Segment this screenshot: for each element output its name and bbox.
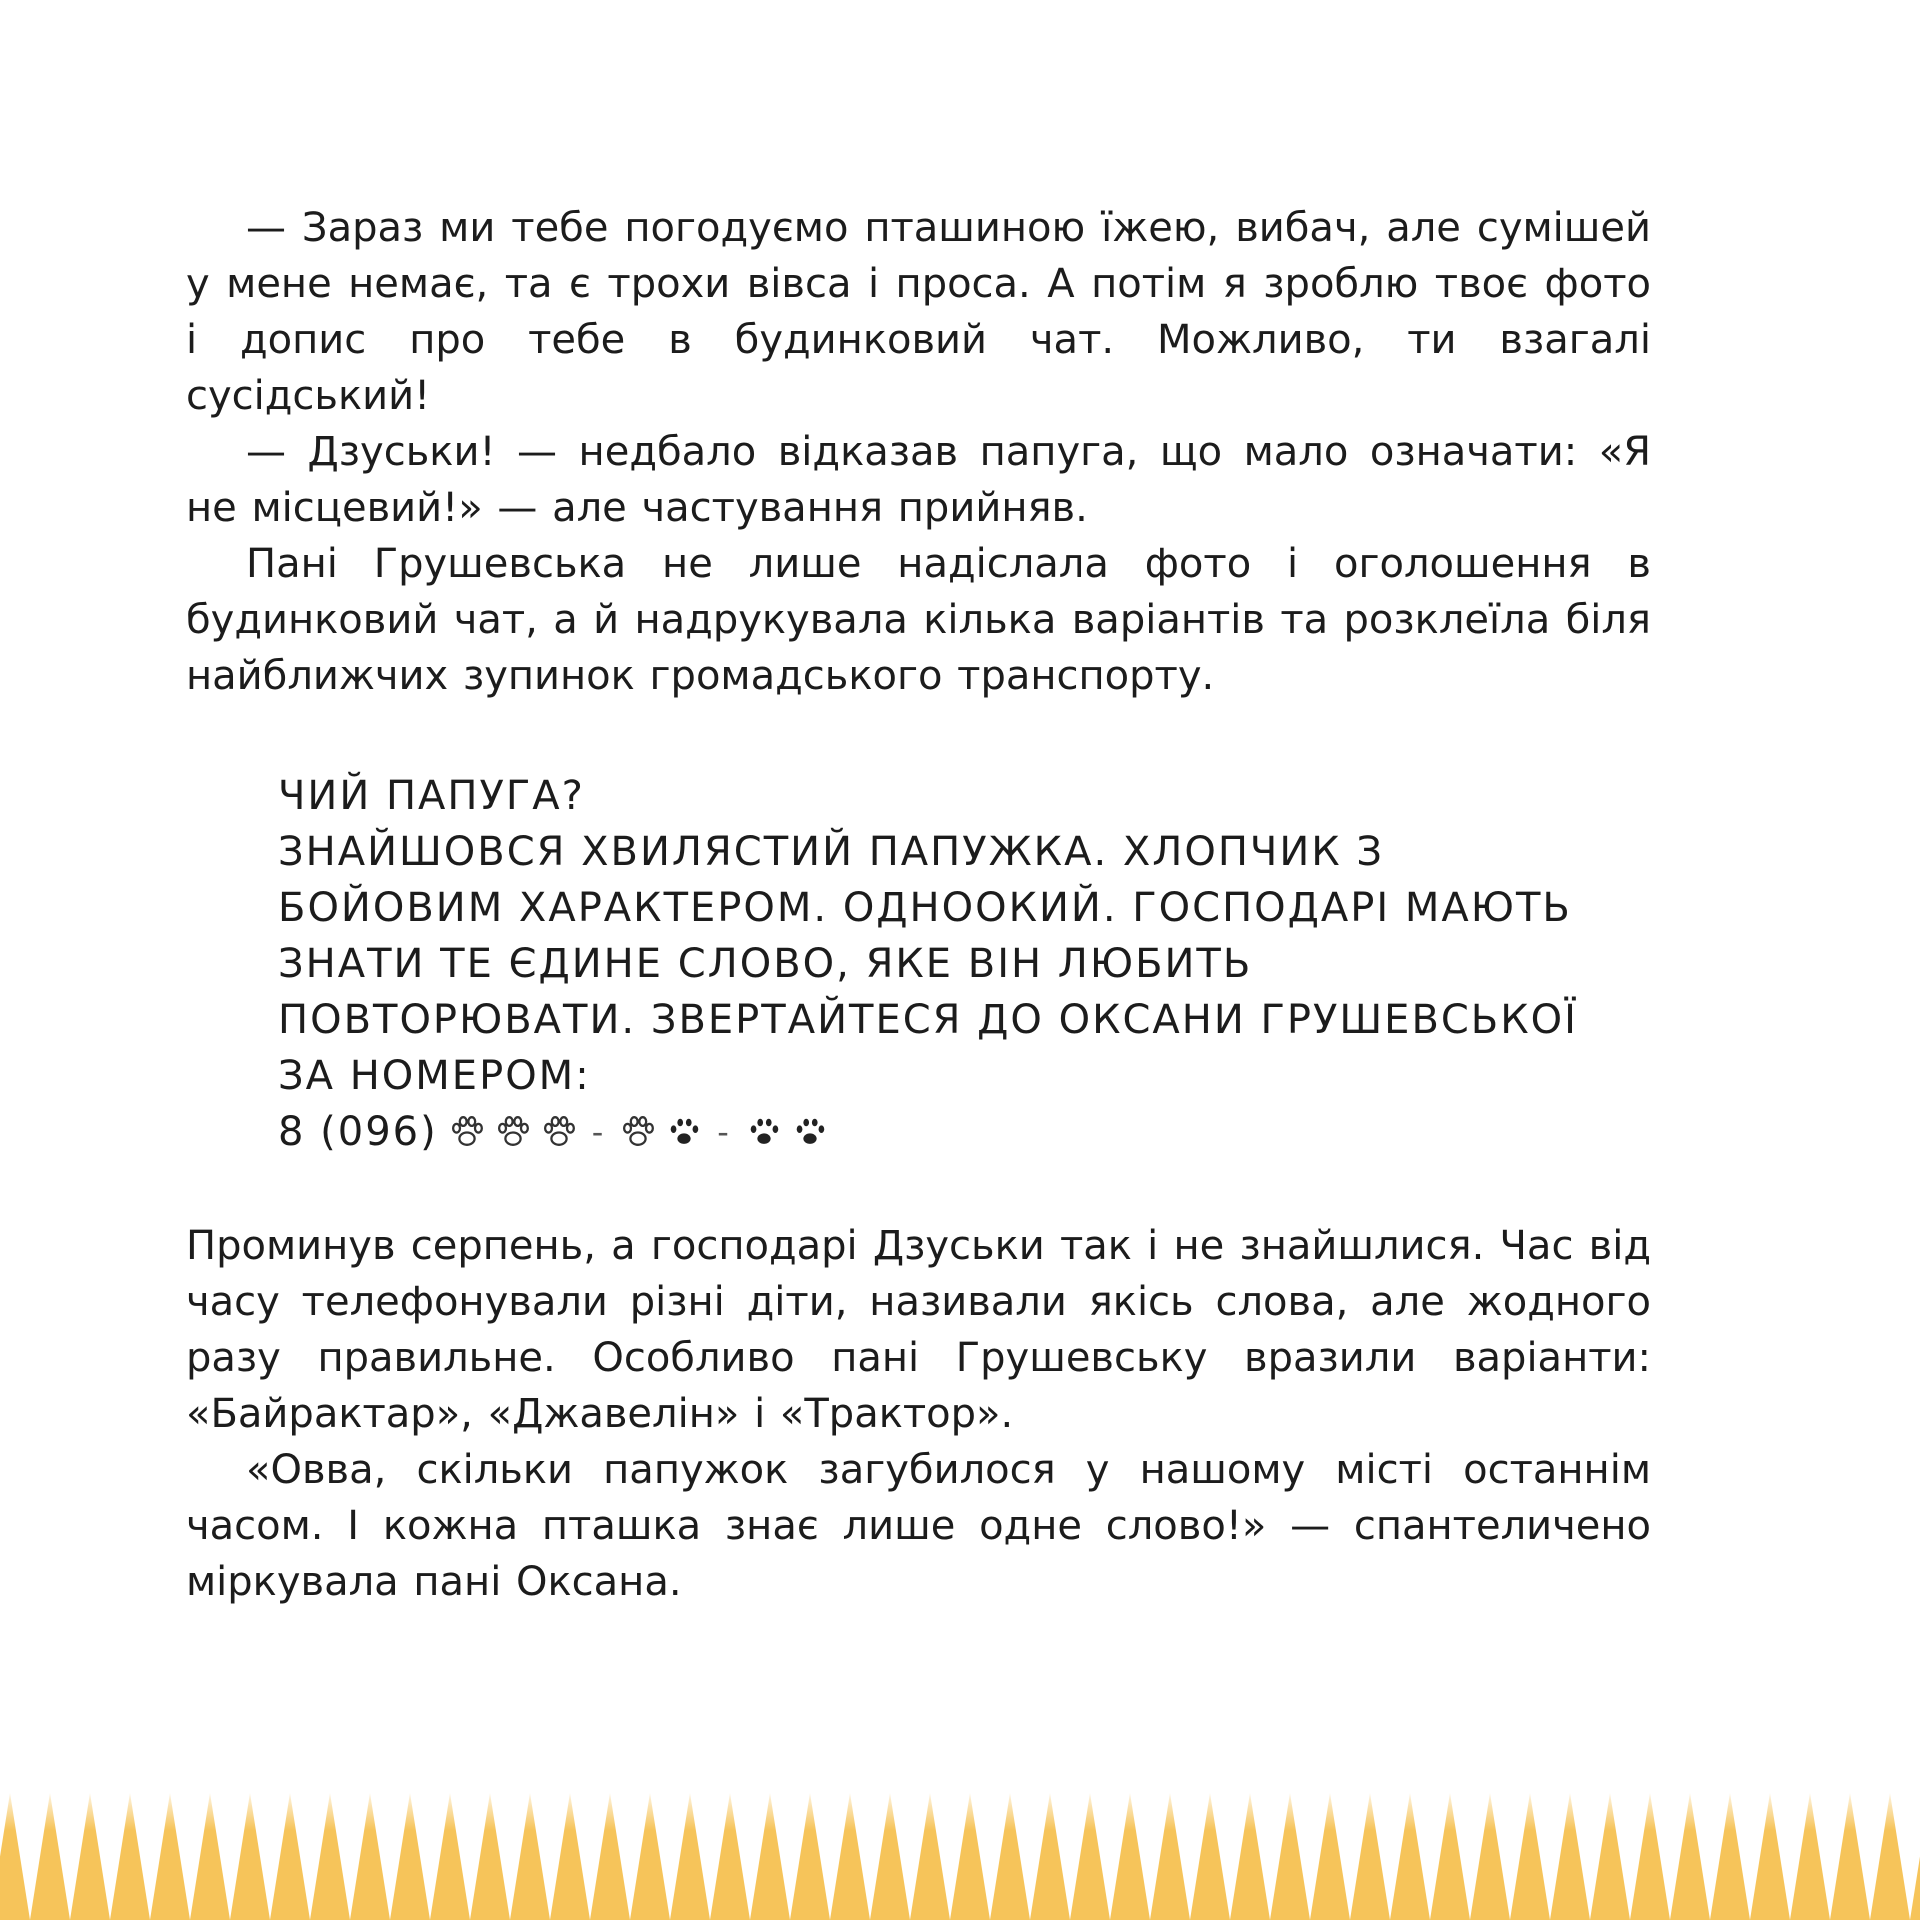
paragraph-dzuski: — Дзуськи! — недбало відказав папуга, що мало означати: «Я не місцевий!» — але частування прийняв. — [186, 429, 1651, 531]
paw-outline-icon — [619, 1113, 657, 1151]
phone-prefix: 8 (096) — [278, 1109, 438, 1155]
paw-solid-icon — [665, 1113, 703, 1151]
paw-outline-icon — [494, 1113, 532, 1151]
decorative-triangle-border — [0, 1785, 1920, 1920]
notice-body: ЗНАЙШОВСЯ ХВИЛЯСТИЙ ПАПУЖКА. ХЛОПЧИК З БОЙОВИМ ХАРАКТЕРОМ. ОДНООКИЙ. ГОСПОДАРІ МАЮТЬ ЗНАТИ ТЕ ЄДИНЕ СЛОВО, ЯКЕ ВІН ЛЮБИТЬ ПОВТОРЮВАТИ. ЗВЕРТАЙТЕСЯ ДО ОКСАНИ ГРУШЕВСЬКОЇ ЗА НОМЕРОМ: — [278, 829, 1578, 1099]
phone-separator: - — [717, 1113, 731, 1151]
paw-solid-icon — [791, 1113, 829, 1151]
notice-title: ЧИЙ ПАПУГА? — [278, 773, 585, 819]
lost-parrot-notice — [278, 768, 1578, 1160]
paragraph-announcement: Пані Грушевська не лише надіслала фото і оголошення в будинковий чат, а й надрукувала кілька варіантів та розклеїла біля найближчих зупинок громадського транспорту. — [186, 541, 1651, 699]
page-text — [186, 200, 1651, 1610]
notice-phone — [278, 1104, 1578, 1160]
paragraph-feeding: — Зараз ми тебе погодуємо пташиною їжею, вибач, але сумішей у мене немає, та є трохи вівса і проса. А потім я зроблю твоє фото і допис про тебе в будинковий чат. Можливо, ти взагалі сусідський! — [186, 205, 1651, 419]
paw-outline-icon — [540, 1113, 578, 1151]
paw-outline-icon — [448, 1113, 486, 1151]
phone-digits-hidden — [448, 1104, 829, 1160]
paragraph-ovva: «Овва, скільки папужок загубилося у нашому місті останнім часом. І кожна пташка знає лише одне слово!» — спантеличено міркувала пані Оксана. — [186, 1447, 1651, 1605]
phone-separator: - — [591, 1113, 606, 1151]
paw-solid-icon — [745, 1113, 783, 1151]
paragraph-august: Проминув серпень, а господарі Дзуськи так і не знайшлися. Час від часу телефонували різні діти, називали якісь слова, але жодного разу правильне. Особливо пані Грушевську вразили варіанти: «Байрактар», «Джавелін» і «Трактор». — [186, 1223, 1651, 1437]
